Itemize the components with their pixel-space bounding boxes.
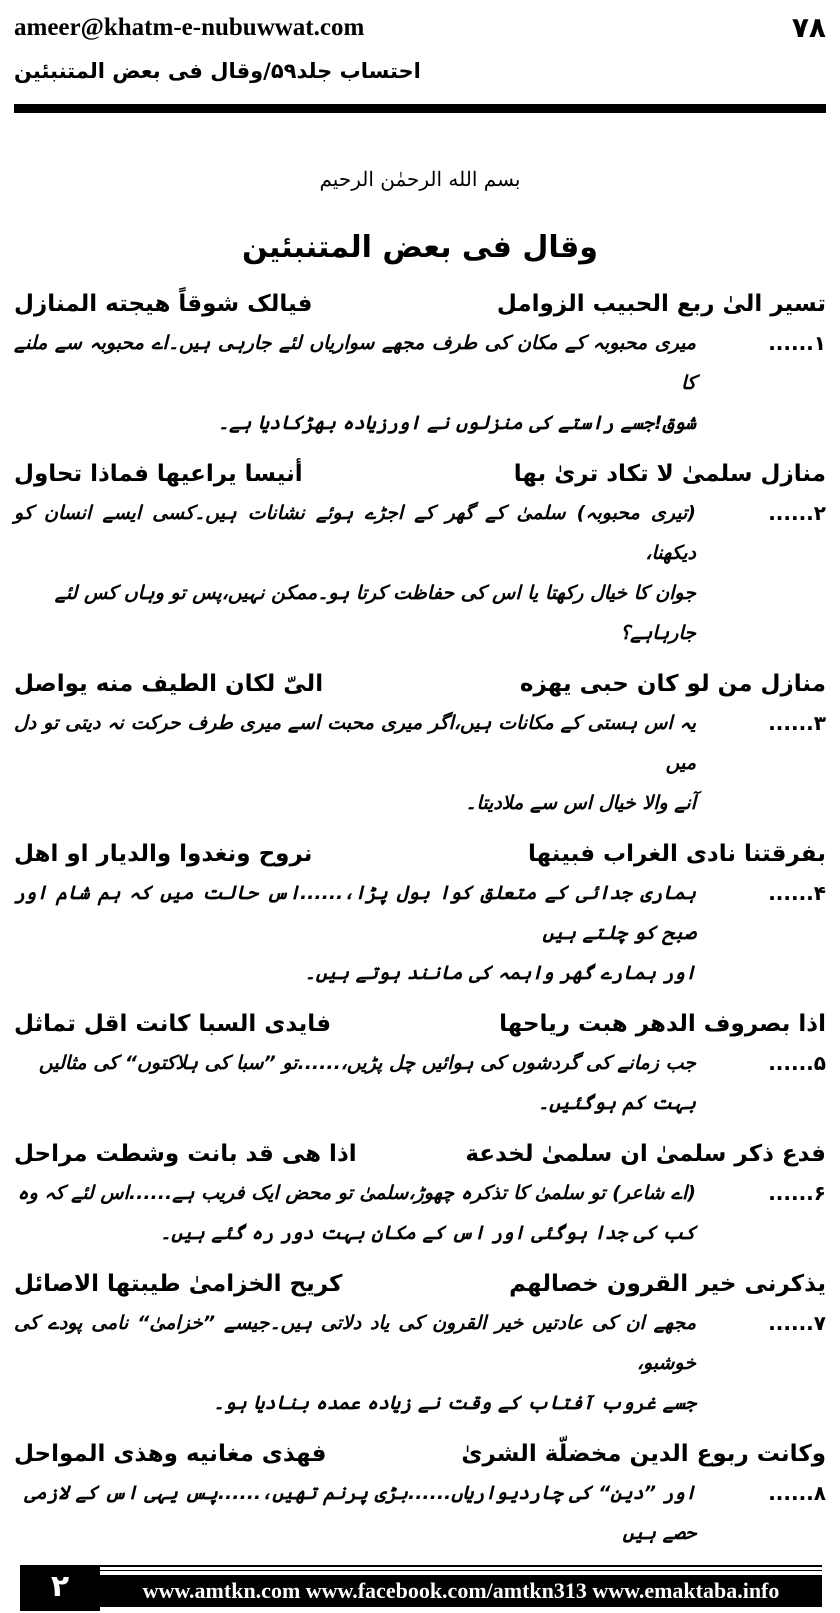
page-header: [14, 0, 826, 90]
translation-line: شوق!جسے راستے کی منزلوں نے اورزیادہ بھڑکادیا ہے۔: [217, 412, 696, 434]
verse-line: [14, 1435, 826, 1473]
verse-number: ۲......: [768, 501, 826, 525]
translation-body: [14, 1173, 696, 1253]
verse-number: ۵......: [768, 1051, 826, 1075]
header-email: ameer@khatm-e-nubuwwat.com: [14, 14, 365, 41]
translation: [14, 873, 826, 993]
translation-line: (تیری محبوبہ) سلمیٰ کے گھر کے اجڑے ہوئے نشانات ہیں۔کسی ایسے انسان کو دیکھنا،: [14, 502, 696, 564]
verse-hemistich-second: اذا هی قد بانت وشطت مراحل: [14, 1141, 357, 1167]
verse-block: [14, 1265, 826, 1423]
verse-hemistich-first: منازل سلمیٰ لا تکاد تریٰ بها: [513, 461, 826, 487]
verse-hemistich-second: فایدی السبا کانت اقل تماثل: [14, 1011, 332, 1037]
translation-line: اور ”دین“ کی چاردیواریاں......بڑی پرنم تھیں،......پس یہی اس کے لازمی حصے ہیں: [24, 1482, 696, 1544]
verse-hemistich-second: الیّ لکان الطیف منه یواصل: [14, 671, 324, 697]
verse-hemistich-first: اذا بصروف الدهر هبت ریاحها: [499, 1011, 826, 1037]
translation-line: آنے والا خیال اس سے ملادیتا۔: [465, 792, 696, 814]
footer-rule: [100, 1570, 822, 1571]
translation: [14, 703, 826, 823]
translation-body: [14, 873, 696, 993]
translation-body: [14, 1473, 696, 1553]
translation-line: (اے شاعر) تو سلمیٰ کا تذکرہ چھوڑ،سلمیٰ تو محض ایک فریب ہے......اس لئے کہ وہ: [17, 1182, 696, 1204]
translation: [14, 1043, 826, 1123]
verse-block: [14, 1435, 826, 1553]
verse-number: ۱......: [768, 331, 826, 355]
verse-number: ۴......: [768, 881, 826, 905]
translation-line: بہت کم ہوگئیں۔: [538, 1092, 696, 1114]
translation-line: جب زمانے کی گردشوں کی ہوائیں چل پڑیں،......تو ”سبا کی ہلاکتوں“ کی مثالیں: [38, 1052, 696, 1074]
footer-links: www.amtkn.com www.facebook.com/amtkn313 www.emaktaba.info: [100, 1575, 822, 1607]
verse-line: [14, 1005, 826, 1043]
translation: [14, 323, 826, 443]
verse-block: [14, 1135, 826, 1253]
verse-hemistich-first: منازل من لو کان حبی یهزه: [519, 671, 826, 697]
translation-body: [14, 1043, 696, 1123]
translation-line: اور ہمارے گھر واہمہ کی مانند ہوتے ہیں۔: [304, 962, 696, 984]
translation-line: میری محبوبہ کے مکان کی طرف مجھے سواریاں لئے جارہی ہیں۔اے محبوبہ سے ملنے کا: [14, 332, 696, 394]
bismillah: بسم الله الرحمٰن الرحیم: [319, 167, 521, 191]
footer-rule: [100, 1565, 822, 1567]
verse-hemistich-second: نروح ونغدوا والدیار او اهل: [14, 841, 313, 867]
verse-line: [14, 835, 826, 873]
translation: [14, 1303, 826, 1423]
translation-line: ہماری جدائی کے متعلق کوا بول پڑا،......اس حالت میں کہ ہم شام اور صبح کو چلتے ہیں: [14, 882, 696, 944]
verse-block: [14, 835, 826, 993]
translation-body: [14, 703, 696, 823]
header-rule: [14, 104, 826, 113]
verse-block: [14, 285, 826, 443]
verse-line: [14, 1135, 826, 1173]
verse-hemistich-first: تسیر الیٰ ربع الحبیب الزوامل: [496, 291, 826, 317]
verse-block: [14, 665, 826, 823]
verse-number: ۶......: [768, 1181, 826, 1205]
translation-body: [14, 1303, 696, 1423]
translation: [14, 1473, 826, 1553]
verse-hemistich-second: فهذی مغانیه وهذی المواحل: [14, 1441, 327, 1467]
verse-number: ۷......: [768, 1311, 826, 1335]
translation: [14, 493, 826, 653]
verses-container: [14, 285, 826, 1553]
translation-line: جوان کا خیال رکھتا یا اس کی حفاظت کرتا ہو۔ممکن نہیں،پس تو وہاں کس لئے جارہاہے؟: [54, 582, 696, 644]
verse-number: ۸......: [768, 1481, 826, 1505]
verse-line: [14, 1265, 826, 1303]
translation-body: [14, 323, 696, 443]
verse-hemistich-first: وکانت ربوع الدین مخضلّة الشریٰ: [461, 1441, 826, 1467]
header-running-title: احتساب جلد۵۹/وقال فی بعض المتنبئین: [14, 59, 421, 83]
verse-hemistich-first: بفرقتنا نادی الغراب فبینها: [527, 841, 826, 867]
page-title: وقال فی بعض المتنبئین: [242, 230, 598, 265]
translation: [14, 1173, 826, 1253]
verse-hemistich-second: کریح الخزامیٰ طیبتها الاصائل: [14, 1271, 343, 1297]
header-page-number: ۷۸: [791, 11, 826, 44]
footer-page-number: ۲: [20, 1565, 100, 1611]
translation-line: جسے غروب آفتاب کے وقت نے زیادہ عمدہ بنادیا ہو۔: [213, 1392, 696, 1414]
verse-line: [14, 665, 826, 703]
verse-line: [14, 455, 826, 493]
page-footer: [14, 1565, 826, 1613]
verse-hemistich-second: أنیسا یراعیها فماذا تحاول: [14, 461, 303, 487]
translation-body: [14, 493, 696, 653]
verse-hemistich-first: یذکرنی خیر القرون خصالهم: [509, 1271, 826, 1297]
verse-line: [14, 285, 826, 323]
verse-block: [14, 455, 826, 653]
verse-hemistich-second: فیالک شوقاً هیجته المنازل: [14, 291, 313, 317]
translation-line: یہ اس ہستی کے مکانات ہیں،اگر میری محبت اسے میری طرف حرکت نہ دیتی تو دل میں: [14, 712, 696, 774]
translation-line: مجھے ان کی عادتیں خیر القرون کی یاد دلاتی ہیں۔جیسے ”خزامیٰ“ نامی پودے کی خوشبو،: [14, 1312, 696, 1374]
verse-number: ۳......: [768, 711, 826, 735]
verse-hemistich-first: فدع ذکر سلمیٰ ان سلمیٰ لخدعة: [465, 1141, 826, 1167]
verse-block: [14, 1005, 826, 1123]
translation-line: کب کی جدا ہوگئی اور اس کے مکان بہت دور رہ گئے ہیں۔: [160, 1222, 696, 1244]
